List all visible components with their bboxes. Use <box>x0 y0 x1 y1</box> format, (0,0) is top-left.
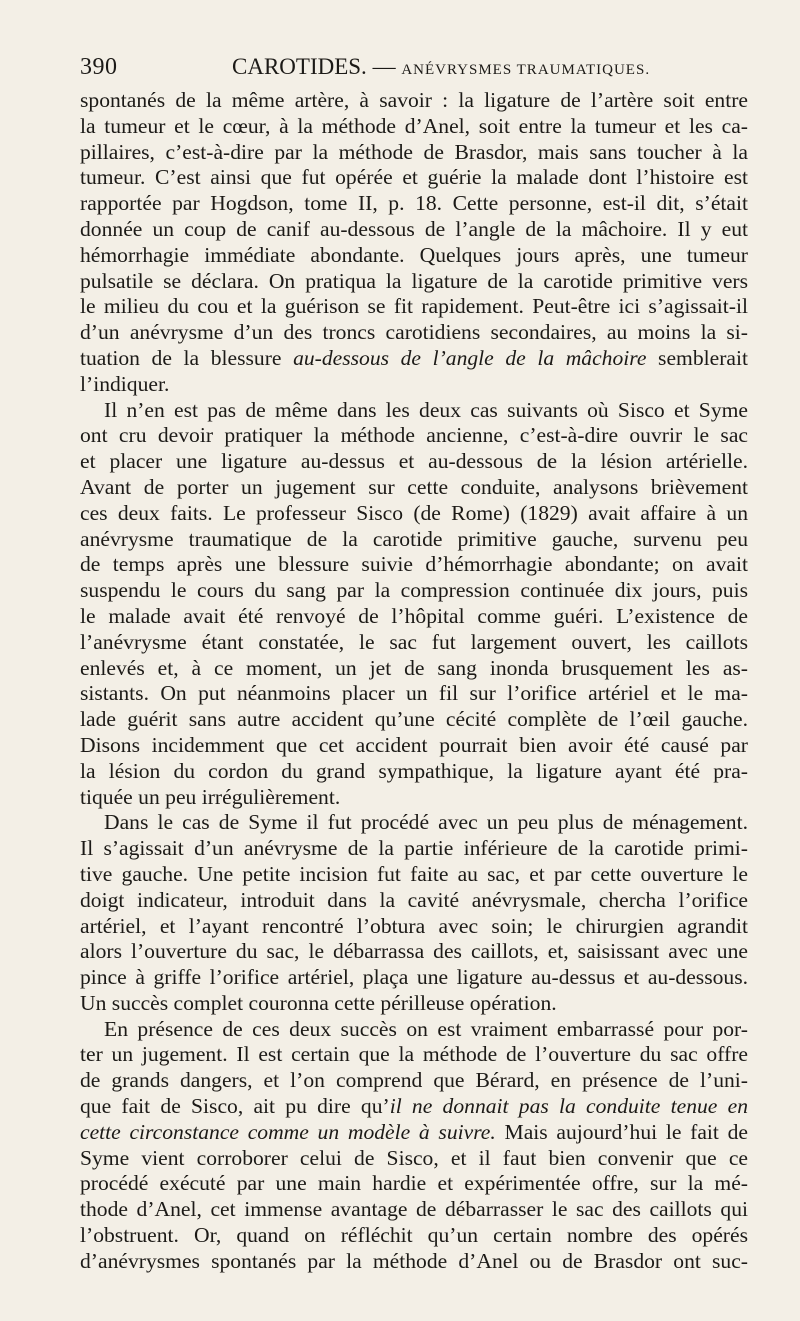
text-line <box>80 836 748 862</box>
text-line <box>80 939 748 965</box>
text-line <box>80 398 748 424</box>
text-segment: l’obstruent. Or, quand on réfléchit qu’un certain nombre des opérés <box>80 1223 748 1248</box>
text-line <box>80 1197 748 1223</box>
text-line <box>80 501 748 527</box>
text-segment: doigt indicateur, introduit dans la cavité anévrysmale, chercha l’orifice <box>80 887 748 912</box>
text-line <box>80 475 748 501</box>
text-line <box>80 1068 748 1094</box>
text-segment: ont cru devoir pratiquer la méthode ancienne, c’est-à-dire ouvrir le sac <box>80 423 748 448</box>
text-line <box>80 217 748 243</box>
running-header <box>80 54 748 84</box>
running-title-main: CAROTIDES. <box>232 54 367 79</box>
text-segment: lade guérit sans autre accident qu’une cécité complète de l’œil gauche. <box>80 707 748 732</box>
text-line <box>80 140 748 166</box>
italic-text: cette circonstance comme un modèle à suivre. <box>80 1119 496 1144</box>
text-line <box>80 630 748 656</box>
text-segment: Un succès complet couronna cette périlleuse opération. <box>80 990 557 1015</box>
text-line <box>80 733 748 759</box>
text-segment: de temps après une blessure suivie d’hémorrhagie abondante; on avait <box>80 552 748 577</box>
text-segment: et placer une ligature au-dessus et au-dessous de la lésion artérielle. <box>80 449 748 474</box>
text-line <box>80 1249 748 1275</box>
text-segment: alors l’ouverture du sac, le débarrassa des caillots, et, saisissant avec une <box>80 939 748 964</box>
text-segment: Il n’en est pas de même dans les deux cas suivants où Sisco et Syme <box>104 397 748 422</box>
italic-text: il ne donnait pas la conduite tenue en <box>389 1094 748 1119</box>
text-line <box>80 269 748 295</box>
text-line <box>80 191 748 217</box>
text-segment: que fait de Sisco, ait pu dire qu’ <box>80 1094 390 1119</box>
text-segment: En présence de ces deux succès on est vraiment embarrassé pour por- <box>104 1016 748 1041</box>
italic-text: au-dessous de l’angle de la mâchoire <box>293 345 647 370</box>
text-line <box>80 888 748 914</box>
text-segment: sistants. On put néanmoins placer un fil sur l’orifice artériel et le ma- <box>80 681 748 706</box>
text-segment: suspendu le cours du sang par la compression continuée dix jours, puis <box>80 578 748 603</box>
text-segment: procédé exécuté par une main hardie et expérimentée offre, sur la mé- <box>80 1171 748 1196</box>
text-segment: pince à griffe l’orifice artériel, plaça une ligature au-dessus et au-dessous. <box>80 965 748 990</box>
text-segment: rapportée par Hogdson, tome II, p. 18. Cette personne, est-il dit, s’était <box>80 191 748 216</box>
text-segment: la tumeur et le cœur, à la méthode d’Anel, soit entre la tumeur et les ca- <box>80 113 748 138</box>
text-line <box>80 423 748 449</box>
text-segment: spontanés de la même artère, à savoir : la ligature de l’artère soit entre <box>80 88 748 112</box>
text-segment: ces deux faits. Le professeur Sisco (de Rome) (1829) avait affaire à un <box>80 500 748 525</box>
text-line <box>80 527 748 553</box>
text-line <box>80 449 748 475</box>
text-segment: pulsatile se déclara. On pratiqua la ligature de la carotide primitive vers <box>80 268 748 293</box>
text-segment: tumeur. C’est ainsi que fut opérée et guérie la malade dont l’histoire est <box>80 165 748 190</box>
text-segment: pillaires, c’est-à-dire par la méthode de Brasdor, mais sans toucher à la <box>80 139 748 164</box>
text-segment: Avant de porter un jugement sur cette conduite, analysons brièvement <box>80 474 748 499</box>
text-segment: le milieu du cou et la guérison se fit rapidement. Peut-être ici s’agissait-il <box>80 294 748 319</box>
text-line <box>80 1094 748 1120</box>
text-segment: thode d’Anel, cet immense avantage de débarrasser le sac des caillots qui <box>80 1197 748 1222</box>
text-line <box>80 707 748 733</box>
text-line <box>80 294 748 320</box>
text-segment: d’un anévrysme d’un des troncs carotidiens secondaires, au moins la si- <box>80 320 748 345</box>
text-segment: l’indiquer. <box>80 371 170 396</box>
text-segment: Il s’agissait d’un anévrysme de la partie inférieure de la carotide primi- <box>80 836 748 861</box>
text-line <box>80 578 748 604</box>
text-line <box>80 1017 748 1043</box>
text-segment: hémorrhagie immédiate abondante. Quelques jours après, une tumeur <box>80 242 748 267</box>
text-segment: enlevés et, à ce moment, un jet de sang inonda brusquement les as- <box>80 655 748 680</box>
body-text <box>80 88 748 1275</box>
text-segment: ter un jugement. Il est certain que la méthode de l’ouverture du sac offre <box>80 1042 748 1067</box>
text-line <box>80 88 748 114</box>
text-segment: artériel, et l’ayant rencontré l’obtura avec soin; le chirurgien agrandit <box>80 913 748 938</box>
text-line <box>80 862 748 888</box>
text-segment: semblerait <box>646 345 748 370</box>
text-line <box>80 1120 748 1146</box>
text-line <box>80 656 748 682</box>
text-line <box>80 165 748 191</box>
text-segment: la lésion du cordon du grand sympathique, la ligature ayant été pra- <box>80 758 748 783</box>
text-line <box>80 1042 748 1068</box>
text-line <box>80 1146 748 1172</box>
text-segment: le malade avait été renvoyé de l’hôpital comme guéri. L’existence de <box>80 603 748 628</box>
page-number: 390 <box>80 54 118 80</box>
text-line <box>80 372 748 398</box>
running-title-separator: — <box>366 54 402 79</box>
text-line <box>80 810 748 836</box>
running-title <box>232 54 650 80</box>
running-subtitle: ANÉVRYSMES TRAUMATIQUES. <box>401 62 651 78</box>
text-segment: l’anévrysme étant constatée, le sac fut largement ouvert, les caillots <box>80 629 748 654</box>
text-line <box>80 604 748 630</box>
text-segment: tive gauche. Une petite incision fut faite au sac, et par cette ouverture le <box>80 861 748 886</box>
text-segment: Mais aujourd’hui le fait de <box>495 1119 748 1144</box>
text-line <box>80 991 748 1017</box>
text-segment: d’anévrysmes spontanés par la méthode d’Anel ou de Brasdor ont suc- <box>80 1248 748 1273</box>
text-segment: Dans le cas de Syme il fut procédé avec un peu plus de ménagement. <box>104 810 748 835</box>
text-line <box>80 1223 748 1249</box>
text-line <box>80 1171 748 1197</box>
text-line <box>80 914 748 940</box>
text-line <box>80 785 748 811</box>
text-line <box>80 320 748 346</box>
text-line <box>80 114 748 140</box>
text-segment: de grands dangers, et l’on comprend que Bérard, en présence de l’uni- <box>80 1068 748 1093</box>
text-line <box>80 681 748 707</box>
text-line <box>80 965 748 991</box>
text-line <box>80 552 748 578</box>
text-segment: tiquée un peu irrégulièrement. <box>80 784 341 809</box>
text-segment: Disons incidemment que cet accident pourrait bien avoir été causé par <box>80 732 748 757</box>
text-line <box>80 243 748 269</box>
text-segment: Syme vient corroborer celui de Sisco, et il faut bien convenir que ce <box>80 1145 748 1170</box>
text-segment: donnée un coup de canif au-dessous de l’angle de la mâchoire. Il y eut <box>80 216 748 241</box>
text-segment: tuation de la blessure <box>80 345 294 370</box>
text-segment: anévrysme traumatique de la carotide primitive gauche, survenu peu <box>80 526 748 551</box>
text-line <box>80 759 748 785</box>
text-line <box>80 346 748 372</box>
